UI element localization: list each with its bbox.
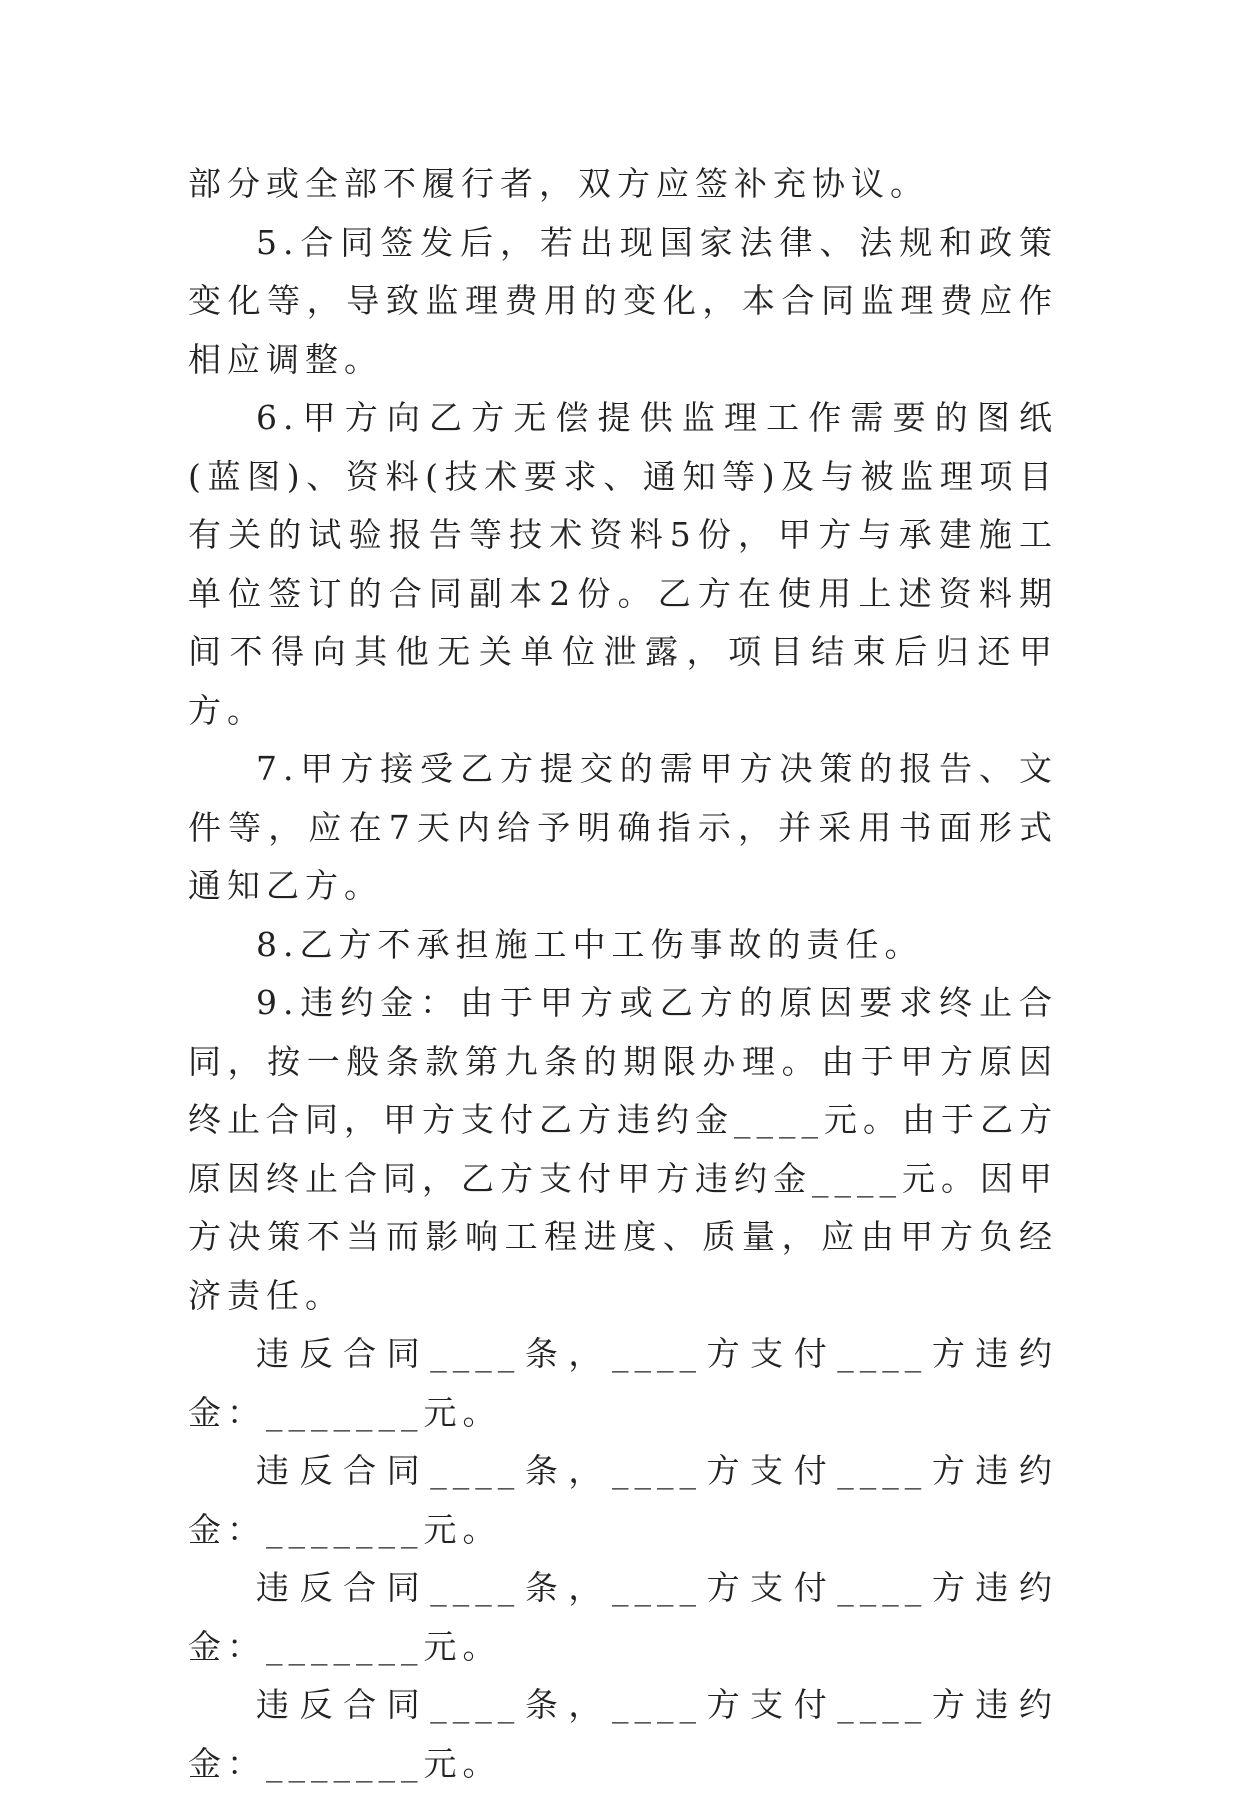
paragraph-breach-line-3: 违反合同____条，____方支付____方违约金：_______元。	[188, 1568, 1058, 1666]
paragraph-breach-line-2: 违反合同____条，____方支付____方违约金：_______元。	[188, 1451, 1058, 1549]
paragraph-clause-8: 8.乙方不承担施工中工伤事故的责任。	[256, 924, 924, 964]
paragraph-breach-line-4: 违反合同____条，____方支付____方违约金：_______元。	[188, 1685, 1058, 1783]
paragraph-clause-6: 6.甲方向乙方无偿提供监理工作需要的图纸(蓝图)、资料(技术要求、通知等)及与被监理项目有关的试验报告等技术资料5份，甲方与承建施工单位签订的合同副本2份。乙方在使用上述资料期间不得向其他无关单位泄露，项目结束后归还甲方。	[188, 398, 1058, 730]
paragraph-clause-5: 5.合同签发后，若出现国家法律、法规和政策变化等，导致监理费用的变化，本合同监理费应作相应调整。	[188, 222, 1058, 379]
paragraph-clause-7: 7.甲方接受乙方提交的需甲方决策的报告、文件等，应在7天内给予明确指示，并采用书面形式通知乙方。	[188, 749, 1058, 905]
paragraph-continuation: 部分或全部不履行者，双方应签补充协议。	[188, 164, 929, 203]
paragraph-clause-9: 9.违约金：由于甲方或乙方的原因要求终止合同，按一般条款第九条的期限办理。由于甲方原因终止合同，甲方支付乙方违约金____元。由于乙方原因终止合同，乙方支付甲方违约金____元。因甲方决策不当而影响工程进度、质量，应由甲方负经济责任。	[188, 983, 1058, 1315]
paragraph-breach-line-1: 违反合同____条，____方支付____方违约金：_______元。	[188, 1334, 1058, 1432]
document-body	[188, 155, 1058, 1793]
